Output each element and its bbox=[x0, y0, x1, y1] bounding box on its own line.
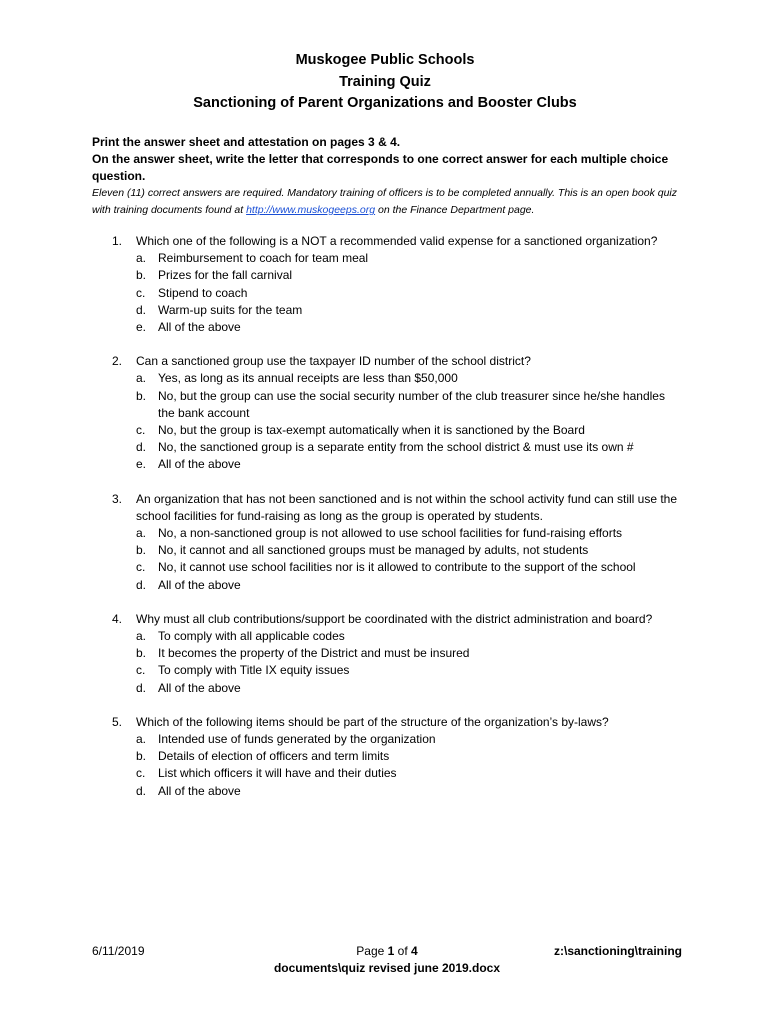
option-letter: a. bbox=[136, 526, 147, 541]
answer-option bbox=[136, 628, 682, 645]
option-text: Warm-up suits for the team bbox=[158, 302, 303, 317]
answer-option bbox=[136, 302, 682, 319]
footer-file-path: z:\sanctioning\training bbox=[554, 944, 682, 958]
answer-option bbox=[136, 388, 682, 422]
footer-date: 6/11/2019 bbox=[92, 944, 145, 958]
option-letter: c. bbox=[136, 663, 146, 678]
question-text: Why must all club contributions/support be coordinated with the district administration and board? bbox=[136, 611, 653, 626]
option-letter: a. bbox=[136, 732, 147, 747]
option-letter: e. bbox=[136, 320, 147, 335]
quiz-subject: Sanctioning of Parent Organizations and Booster Clubs bbox=[193, 95, 577, 111]
answer-option bbox=[136, 645, 682, 662]
option-text: All of the above bbox=[158, 783, 241, 798]
option-text: All of the above bbox=[158, 457, 241, 472]
option-letter: c. bbox=[136, 766, 146, 781]
option-letter: b. bbox=[136, 388, 147, 403]
answer-option bbox=[136, 285, 682, 302]
question-number: 4. bbox=[112, 611, 123, 626]
answer-options bbox=[136, 250, 682, 336]
footer-file-name: documents\quiz revised june 2019.docx bbox=[273, 961, 501, 975]
answer-options bbox=[136, 525, 682, 594]
option-letter: c. bbox=[136, 285, 146, 300]
question-number: 5. bbox=[112, 714, 123, 729]
option-letter: d. bbox=[136, 783, 147, 798]
option-text: No, but the group can use the social security number of the club treasurer since he/she handles the bank account bbox=[158, 388, 665, 420]
training-documents-link[interactable]: http://www.muskogeeps.org bbox=[246, 204, 376, 216]
option-text: To comply with all applicable codes bbox=[158, 629, 345, 644]
option-letter: e. bbox=[136, 457, 147, 472]
page-of: of bbox=[394, 944, 412, 958]
answer-option bbox=[136, 439, 682, 456]
instruction-answer-sheet: On the answer sheet, write the letter that corresponds to one correct answer for each multiple choice question. bbox=[92, 152, 669, 183]
answer-option bbox=[136, 559, 682, 576]
answer-option bbox=[136, 748, 682, 765]
option-text: It becomes the property of the District and must be insured bbox=[158, 646, 470, 661]
answer-option bbox=[136, 577, 682, 594]
answer-option bbox=[136, 783, 682, 800]
instructions bbox=[92, 134, 690, 219]
option-text: No, but the group is tax-exempt automatically when it is sanctioned by the Board bbox=[158, 423, 585, 438]
option-text: Intended use of funds generated by the organization bbox=[158, 732, 436, 747]
option-letter: b. bbox=[136, 543, 147, 558]
option-text: No, it cannot and all sanctioned groups must be managed by adults, not students bbox=[158, 543, 589, 558]
page-footer bbox=[92, 943, 682, 975]
document-title bbox=[0, 50, 770, 115]
option-text: Details of election of officers and term limits bbox=[158, 749, 390, 764]
requirements-text-end: on the Finance Department page. bbox=[375, 204, 535, 216]
option-text: To comply with Title IX equity issues bbox=[158, 663, 350, 678]
option-text: All of the above bbox=[158, 320, 241, 335]
option-letter: b. bbox=[136, 268, 147, 283]
page-total: 4 bbox=[411, 944, 418, 958]
option-letter: d. bbox=[136, 680, 147, 695]
option-text: No, the sanctioned group is a separate entity from the school district & must use its own # bbox=[158, 440, 634, 455]
option-letter: d. bbox=[136, 302, 147, 317]
answer-option bbox=[136, 731, 682, 748]
instruction-print: Print the answer sheet and attestation on pages 3 & 4. bbox=[92, 135, 401, 149]
answer-options bbox=[136, 628, 682, 697]
answer-option bbox=[136, 662, 682, 679]
answer-option bbox=[136, 319, 682, 336]
quiz-question bbox=[112, 611, 682, 697]
option-text: List which officers it will have and their duties bbox=[158, 766, 397, 781]
page-current: 1 bbox=[387, 944, 395, 958]
instruction-requirements bbox=[92, 185, 690, 219]
option-letter: b. bbox=[136, 646, 147, 661]
answer-option bbox=[136, 422, 682, 439]
option-text: Stipend to coach bbox=[158, 285, 248, 300]
question-text: Which one of the following is a NOT a recommended valid expense for a sanctioned organization? bbox=[136, 234, 658, 248]
district-name: Muskogee Public Schools bbox=[295, 52, 475, 68]
quiz-question bbox=[112, 353, 682, 473]
quiz-title: Training Quiz bbox=[339, 73, 431, 90]
option-letter: d. bbox=[136, 577, 147, 592]
question-list bbox=[112, 233, 682, 817]
option-text: No, a non-sanctioned group is not allowed to use school facilities for fund-raising efforts bbox=[158, 526, 623, 541]
option-letter: b. bbox=[136, 749, 147, 764]
answer-options bbox=[136, 370, 682, 473]
answer-option bbox=[136, 250, 682, 267]
quiz-question bbox=[112, 233, 682, 336]
option-letter: c. bbox=[136, 560, 146, 575]
quiz-question bbox=[112, 491, 682, 594]
question-number: 1. bbox=[112, 234, 123, 248]
page-prefix: Page bbox=[356, 944, 388, 958]
option-text: All of the above bbox=[158, 680, 241, 695]
answer-option bbox=[136, 525, 682, 542]
option-letter: a. bbox=[136, 629, 147, 644]
question-text: Which of the following items should be part of the structure of the organization’s by-laws? bbox=[136, 714, 609, 729]
question-number: 2. bbox=[112, 354, 123, 369]
option-text: Reimbursement to coach for team meal bbox=[158, 251, 369, 266]
option-letter: c. bbox=[136, 423, 146, 438]
question-text: An organization that has not been sanctioned and is not within the school activity fund can still use the school facilities for fund-raising as long as the group is operated by students. bbox=[136, 491, 678, 523]
option-text: No, it cannot use school facilities nor is it allowed to contribute to the support of the school bbox=[158, 560, 636, 575]
option-text: Prizes for the fall carnival bbox=[158, 268, 293, 283]
answer-option bbox=[136, 267, 682, 284]
question-number: 3. bbox=[112, 491, 123, 506]
option-text: All of the above bbox=[158, 577, 241, 592]
answer-option bbox=[136, 542, 682, 559]
question-text: Can a sanctioned group use the taxpayer ID number of the school district? bbox=[136, 354, 531, 369]
requirements-text: Eleven (11) correct answers are required. Mandatory training of officers is to be completed annually. This is an open book quiz with training documents found at bbox=[92, 187, 677, 216]
option-letter: d. bbox=[136, 440, 147, 455]
option-letter: a. bbox=[136, 371, 147, 386]
option-letter: a. bbox=[136, 251, 147, 266]
answer-option bbox=[136, 765, 682, 782]
answer-options bbox=[136, 731, 682, 800]
option-text: Yes, as long as its annual receipts are less than $50,000 bbox=[158, 371, 458, 386]
answer-option bbox=[136, 680, 682, 697]
answer-option bbox=[136, 456, 682, 473]
quiz-question bbox=[112, 714, 682, 800]
answer-option bbox=[136, 370, 682, 387]
